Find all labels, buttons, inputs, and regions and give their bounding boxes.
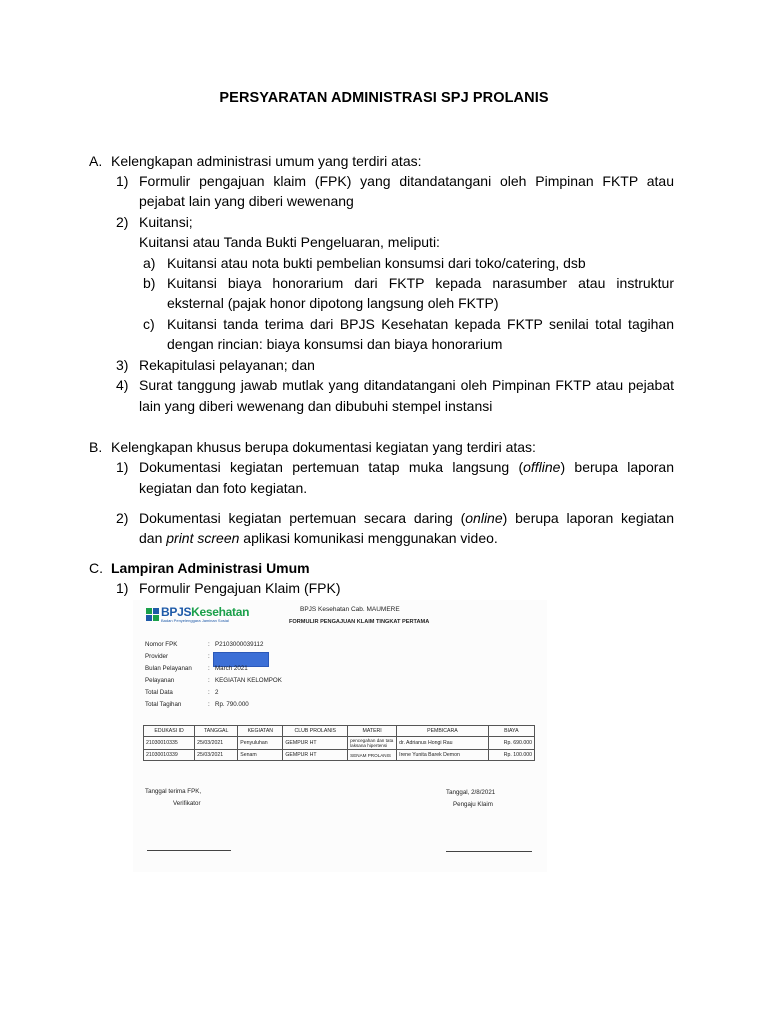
section-c-heading: Lampiran Administrasi Umum bbox=[111, 560, 310, 576]
table-cell: 25/03/2021 bbox=[195, 737, 238, 750]
field-colon: : bbox=[208, 665, 210, 672]
signing-date: Tanggal, 2/8/2021 bbox=[446, 789, 496, 796]
b-item1-line1-post: ) berupa laporan bbox=[560, 459, 674, 475]
verifier-signature-line bbox=[147, 850, 231, 851]
a-item2c-line1: Kuitansi tanda terima dari BPJS Kesehatan kepada FKTP senilai total tagihan bbox=[167, 316, 674, 332]
b-item2-line1-pre: Dokumentasi kegiatan pertemuan secara daring ( bbox=[139, 510, 466, 526]
table-cell: SENAM PROLANIS bbox=[348, 750, 397, 761]
a-item2b-line2: eksternal (pajak honor dipotong langsung oleh FKTP) bbox=[167, 295, 499, 311]
page-title: PERSYARATAN ADMINISTRASI SPJ PROLANIS bbox=[219, 90, 549, 106]
b-item1-line1-em: offline bbox=[523, 459, 561, 475]
c-item1-number: 1) bbox=[116, 580, 129, 596]
table-cell: 21030010335 bbox=[144, 737, 195, 750]
a-item2c-marker: c) bbox=[143, 316, 155, 332]
form-office: BPJS Kesehatan Cab. MAUMERE bbox=[300, 606, 400, 613]
table-header: TANGGAL bbox=[195, 726, 238, 737]
table-header: BIAYA bbox=[488, 726, 534, 737]
received-label: Tanggal terima FPK, bbox=[145, 788, 202, 795]
field-value: March 2021 bbox=[215, 665, 248, 672]
a-item3-number: 3) bbox=[116, 357, 129, 373]
field-label: Total Tagihan bbox=[145, 701, 182, 708]
b-item2-line1-post: ) berupa laporan kegiatan bbox=[502, 510, 674, 526]
table-cell: pencegahan dan tata laksana hipertensi bbox=[348, 737, 397, 750]
section-c-marker: C. bbox=[89, 560, 103, 576]
b-item2-line1-em: online bbox=[465, 510, 503, 526]
bpjs-logo-icon bbox=[146, 608, 159, 621]
a-item2-line2: Kuitansi atau Tanda Bukti Pengeluaran, meliputi: bbox=[139, 234, 440, 250]
table-cell: Senam bbox=[238, 750, 283, 761]
applicant-signature-line bbox=[446, 851, 532, 852]
a-item2-number: 2) bbox=[116, 214, 129, 230]
field-colon: : bbox=[208, 701, 210, 708]
a-item4-line2: lain yang diberi wewenang dan dibubuhi stempel instansi bbox=[139, 398, 493, 414]
table-cell: 25/03/2021 bbox=[195, 750, 238, 761]
table-cell: GEMPUR HT bbox=[283, 737, 348, 750]
table-row bbox=[144, 750, 535, 761]
field-colon: : bbox=[208, 653, 210, 660]
table-header: EDUKASI ID bbox=[144, 726, 195, 737]
table-cell: Irene Yunita Barek Demon bbox=[397, 750, 489, 761]
c-item1-label: Formulir Pengajuan Klaim (FPK) bbox=[139, 580, 341, 596]
a-item2a-marker: a) bbox=[143, 255, 156, 271]
table-row bbox=[144, 737, 535, 750]
field-value: P2103000039112 bbox=[215, 641, 264, 648]
field-label: Total Data bbox=[145, 689, 173, 696]
table-cell: Rp. 690.000 bbox=[488, 737, 534, 750]
table-header: MATERI bbox=[348, 726, 397, 737]
a-item2a-line1: Kuitansi atau nota bukti pembelian konsumsi dari toko/catering, dsb bbox=[167, 255, 586, 271]
bpjs-logo-text bbox=[161, 605, 249, 619]
logo-bpjs: BPJS bbox=[161, 605, 192, 619]
a-item2b-line1: Kuitansi biaya honorarium dari FKTP kepada narasumber atau instruktur bbox=[167, 275, 674, 291]
b-item2-line2-pre: dan bbox=[139, 530, 167, 546]
table-header: KEGIATAN bbox=[238, 726, 283, 737]
b-item2-line2-post: aplikasi komunikasi menggunakan video. bbox=[239, 530, 498, 546]
fpk-form-image bbox=[133, 600, 547, 872]
section-a-heading: Kelengkapan administrasi umum yang terdiri atas: bbox=[111, 153, 422, 169]
a-item4-line1: Surat tanggung jawab mutlak yang ditandatangani oleh Pimpinan FKTP atau pejabat bbox=[139, 377, 674, 393]
field-value: KEGIATAN KELOMPOK bbox=[215, 677, 282, 684]
a-item1-number: 1) bbox=[116, 173, 129, 189]
verifier-label: Verifikator bbox=[173, 800, 201, 807]
b-item2-line1 bbox=[139, 508, 674, 529]
b-item1-number: 1) bbox=[116, 459, 129, 475]
a-item1-line2: pejabat lain yang diberi wewenang bbox=[139, 193, 354, 209]
field-value: 2 bbox=[215, 689, 219, 696]
field-label: Pelayanan bbox=[145, 677, 175, 684]
a-item2b-marker: b) bbox=[143, 275, 156, 291]
field-label: Bulan Pelayanan bbox=[145, 665, 192, 672]
a-item2-line1: Kuitansi; bbox=[139, 214, 193, 230]
field-colon: : bbox=[208, 689, 210, 696]
field-colon: : bbox=[208, 677, 210, 684]
table-cell: dr. Adrianus Hongi Rau bbox=[397, 737, 489, 750]
b-item1-line2: kegiatan dan foto kegiatan. bbox=[139, 480, 308, 496]
section-b-marker: B. bbox=[89, 439, 103, 455]
claim-table bbox=[143, 725, 535, 761]
b-item2-line2 bbox=[139, 528, 498, 549]
form-title: FORMULIR PENGAJUAN KLAIM TINGKAT PERTAMA bbox=[289, 619, 430, 625]
a-item1-line1: Formulir pengajuan klaim (FPK) yang ditandatangani oleh Pimpinan FKTP atau bbox=[139, 173, 674, 189]
applicant-label: Pengaju Klaim bbox=[453, 801, 493, 808]
field-label: Nomor FPK bbox=[145, 641, 178, 648]
table-header-row bbox=[144, 726, 535, 737]
table-cell: 21030010339 bbox=[144, 750, 195, 761]
section-a-marker: A. bbox=[89, 153, 103, 169]
field-value: Rp. 790.000 bbox=[215, 701, 249, 708]
table-cell: Penyuluhan bbox=[238, 737, 283, 750]
b-item1-line1-pre: Dokumentasi kegiatan pertemuan tatap muka langsung ( bbox=[139, 459, 524, 475]
logo-kesehatan: Kesehatan bbox=[191, 605, 250, 619]
a-item2c-line2: dengan rincian: biaya konsumsi dan biaya honorarium bbox=[167, 336, 503, 352]
logo-subtitle: Badan Penyelenggara Jaminan Sosial bbox=[161, 618, 229, 623]
a-item4-number: 4) bbox=[116, 377, 129, 393]
b-item2-number: 2) bbox=[116, 510, 129, 526]
a-item3-line1: Rekapitulasi pelayanan; dan bbox=[139, 357, 315, 373]
table-cell: GEMPUR HT bbox=[283, 750, 348, 761]
b-item2-line2-em: print screen bbox=[166, 530, 240, 546]
field-label: Provider bbox=[145, 653, 169, 660]
table-header: CLUB PROLANIS bbox=[283, 726, 348, 737]
section-b-heading: Kelengkapan khusus berupa dokumentasi kegiatan yang terdiri atas: bbox=[111, 439, 536, 455]
table-cell: Rp. 100.000 bbox=[488, 750, 534, 761]
b-item1-line1 bbox=[139, 457, 674, 478]
field-colon: : bbox=[208, 641, 210, 648]
table-header: PEMBICARA bbox=[397, 726, 489, 737]
